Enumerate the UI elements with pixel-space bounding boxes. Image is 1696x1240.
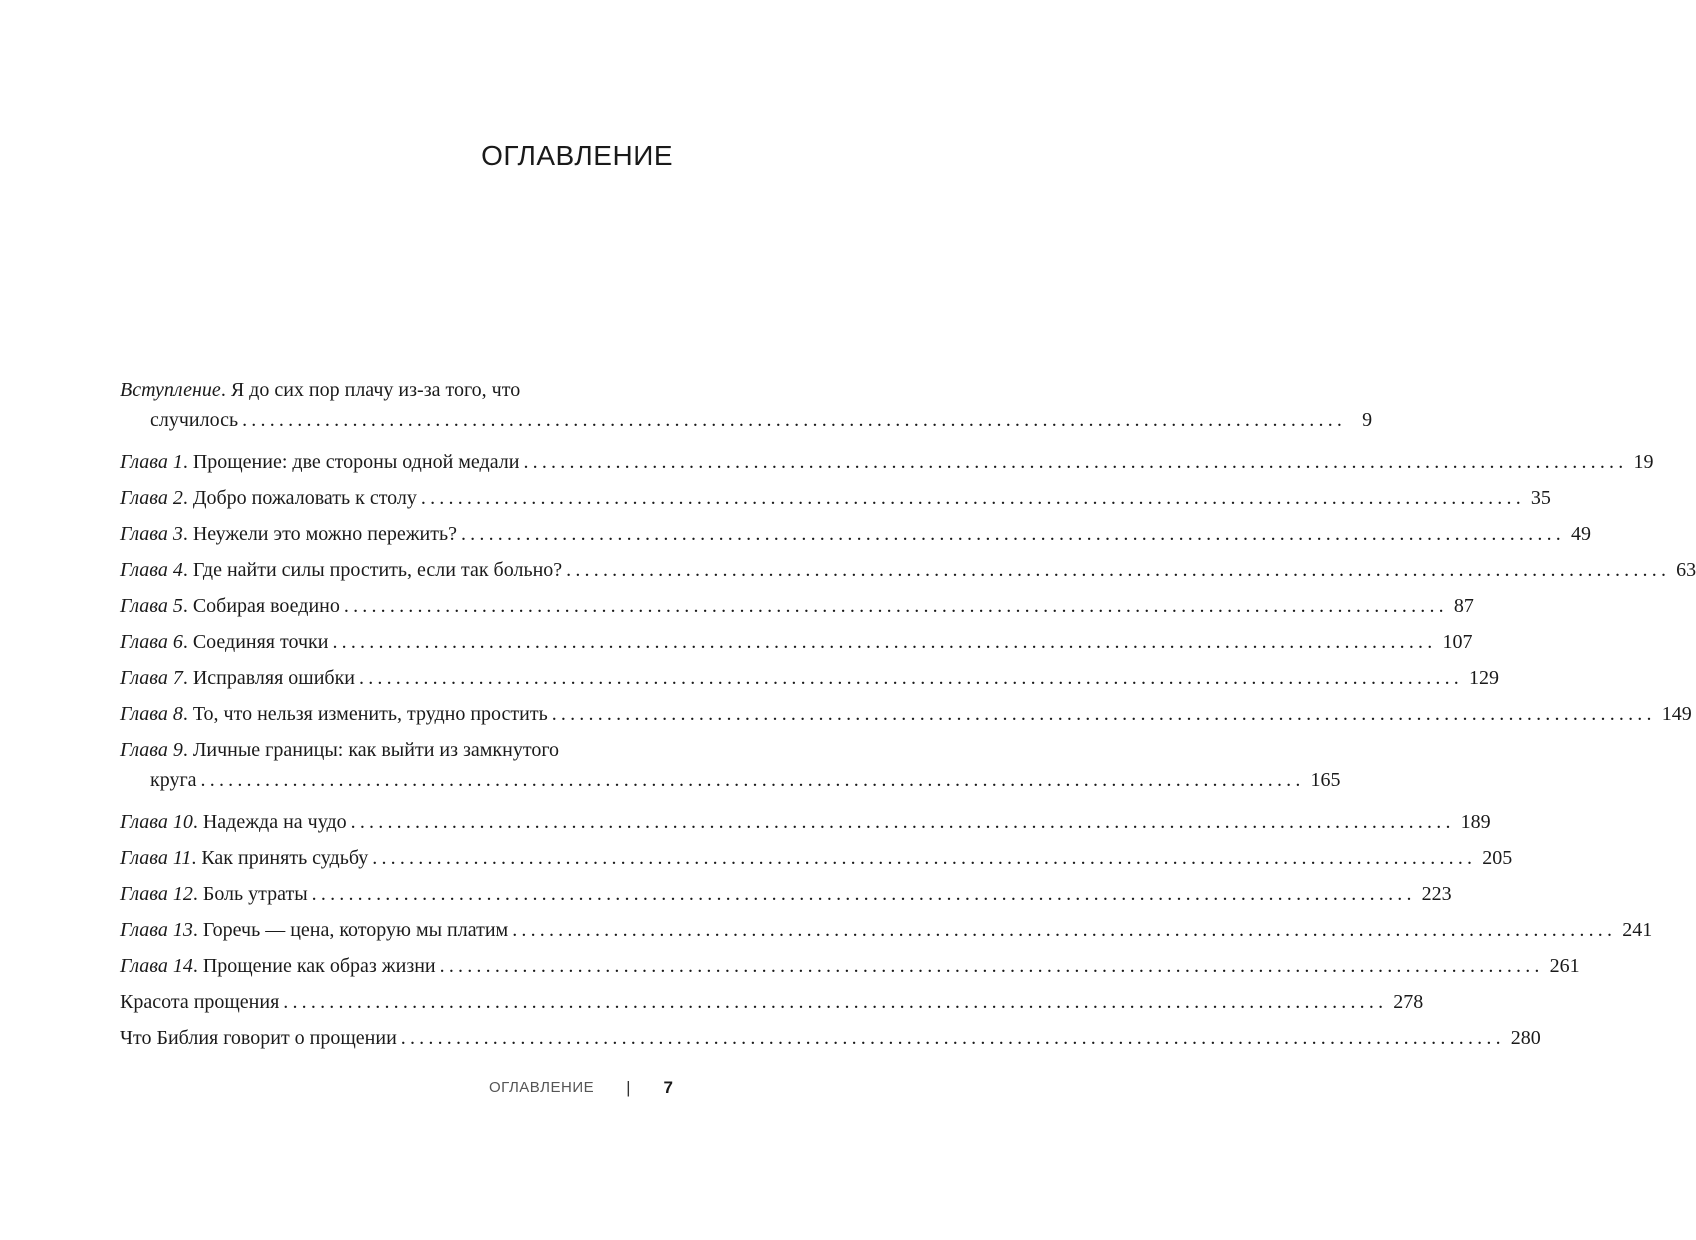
toc-page-number: 261 (1549, 955, 1580, 977)
toc-page-number: 223 (1421, 883, 1452, 905)
toc-entry[interactable] (120, 735, 1341, 807)
toc-entry[interactable] (120, 951, 1580, 987)
toc-entry-row (120, 447, 1654, 477)
toc-page-number: 49 (1570, 523, 1591, 545)
toc-entry-title (120, 1023, 397, 1053)
toc-entry-text: . Горечь — цена, которую мы платим (192, 919, 509, 941)
toc-entry-title (120, 663, 355, 693)
toc-page-number: 165 (1310, 769, 1341, 791)
toc-page-number: 107 (1442, 631, 1473, 653)
toc-entry[interactable] (120, 879, 1452, 915)
dot-leader: ........................................................................................................................ (439, 955, 1544, 977)
toc-entry-text: . Неужели это можно пережить? (182, 523, 457, 545)
toc-entry-title (120, 627, 328, 657)
toc-page-number: 63 (1676, 559, 1696, 581)
toc-entry-text: . Исправляя ошибки (182, 667, 355, 689)
toc-entry-title (120, 483, 417, 513)
toc-entry-row (120, 591, 1474, 621)
toc-entry-row (120, 663, 1499, 693)
toc-entry-line1 (120, 375, 670, 405)
toc-entry-row (120, 951, 1580, 981)
dot-leader: ........................................................................................................................ (523, 451, 1628, 473)
toc-entry-line1 (120, 735, 670, 765)
toc-entry-text: Красота прощения (120, 991, 280, 1013)
dot-leader: ........................................................................................................................ (359, 667, 1463, 689)
dot-leader: ........................................................................................................................ (332, 631, 1437, 653)
toc-entry-row (120, 519, 1591, 549)
toc-page-number: 149 (1661, 703, 1692, 725)
toc-entry-label: Глава 5 (120, 595, 183, 617)
toc-entry[interactable] (120, 519, 1591, 555)
dot-leader: ........................................................................................................................ (350, 811, 1455, 833)
toc-entry-row (120, 699, 1692, 729)
toc-page-number: 35 (1530, 487, 1551, 509)
toc-entry-label: Глава 14 (120, 955, 193, 977)
toc-entry-text: . Добро пожаловать к столу (182, 487, 417, 509)
toc-entry[interactable] (120, 807, 1491, 843)
toc-entry-label: Глава 11 (120, 847, 192, 869)
toc-entry[interactable] (120, 591, 1474, 627)
toc-entry[interactable] (120, 1023, 1541, 1059)
dot-leader: ........................................................................................................................ (566, 559, 1671, 581)
toc-entry-text: . Прощение как образ жизни (192, 955, 436, 977)
toc-entry-row (120, 987, 1424, 1017)
dot-leader: ........................................................................................................................ (242, 409, 1347, 431)
toc-entry-row (120, 915, 1653, 945)
toc-entry-title (120, 915, 508, 945)
dot-leader: ........................................................................................................................ (311, 883, 1416, 905)
toc-entry-title: . Я до сих пор плачу из-за того, что (220, 379, 521, 401)
dot-leader: ........................................................................................................................ (551, 703, 1656, 725)
running-footer (489, 1076, 673, 1100)
dot-leader: ........................................................................................................................ (420, 487, 1525, 509)
table-of-contents (120, 375, 1696, 1059)
toc-entry-title (120, 807, 347, 837)
toc-entry-row (120, 1023, 1541, 1053)
footer-section-title: ОГЛАВЛЕНИЕ (489, 1079, 595, 1096)
toc-entry-title (120, 987, 279, 1017)
toc-page-number: 19 (1633, 451, 1654, 473)
toc-entry[interactable] (120, 915, 1653, 951)
toc-entry-label: Глава 10 (120, 811, 193, 833)
toc-page-number: 189 (1460, 811, 1491, 833)
dot-leader: ........................................................................................................................ (372, 847, 1477, 869)
dot-leader: ........................................................................................................................ (460, 523, 1565, 545)
toc-entry[interactable] (120, 483, 1551, 519)
dot-leader: ........................................................................................................................ (200, 769, 1305, 791)
toc-entry-label: Глава 2 (120, 487, 183, 509)
toc-entry-row (120, 483, 1551, 513)
toc-entry-text: . Надежда на чудо (192, 811, 347, 833)
toc-entry-label: Глава 1 (120, 451, 183, 473)
toc-entry[interactable] (120, 987, 1424, 1023)
page-title: ОГЛАВЛЕНИЕ (481, 140, 673, 171)
toc-entry-row (120, 405, 1373, 435)
toc-entry[interactable] (120, 699, 1692, 735)
toc-entry-title: круга (150, 769, 197, 791)
toc-entry-label: Глава 4 (120, 559, 183, 581)
toc-entry[interactable] (120, 663, 1499, 699)
toc-entry-title (120, 447, 519, 477)
toc-page-number: 278 (1393, 991, 1424, 1013)
toc-entry-text: . Соединяя точки (182, 631, 329, 653)
toc-entry-label: Глава 13 (120, 919, 193, 941)
dot-leader: ........................................................................................................................ (283, 991, 1388, 1013)
dot-leader: ........................................................................................................................ (343, 595, 1448, 617)
toc-entry-text: . Как принять судьбу (191, 847, 369, 869)
toc-entry-label: Глава 8 (120, 703, 183, 725)
toc-entry-text: Что Библия говорит о прощении (120, 1027, 397, 1049)
toc-entry-title (120, 555, 562, 585)
toc-entry-text: . То, что нельзя изменить, трудно простить (182, 703, 548, 725)
toc-entry-text: . Собирая воедино (182, 595, 340, 617)
footer-page-number: 7 (663, 1078, 673, 1097)
toc-entry-label: Глава 6 (120, 631, 183, 653)
toc-entry-row (120, 555, 1696, 585)
toc-entry-row (120, 765, 1341, 795)
toc-entry[interactable] (120, 375, 1373, 447)
toc-entry[interactable] (120, 447, 1654, 483)
toc-page-number: 241 (1622, 919, 1653, 941)
toc-entry-title (120, 879, 308, 909)
toc-entry-title (120, 843, 368, 873)
toc-entry-label: Глава 3 (120, 523, 183, 545)
toc-entry-title (120, 951, 436, 981)
toc-entry[interactable] (120, 555, 1696, 591)
toc-entry-label: Глава 12 (120, 883, 193, 905)
toc-entry[interactable] (120, 843, 1513, 879)
toc-entry-row (120, 627, 1473, 657)
toc-entry-text: . Боль утраты (192, 883, 308, 905)
toc-entry-title: случилось (150, 409, 239, 431)
toc-entry-text: . Где найти силы простить, если так больно? (182, 559, 563, 581)
toc-page-number: 280 (1510, 1027, 1541, 1049)
dot-leader: ........................................................................................................................ (400, 1027, 1505, 1049)
toc-entry-row (120, 879, 1452, 909)
toc-page-number: 205 (1482, 847, 1513, 869)
toc-entry-title (120, 591, 340, 621)
toc-entry-label: Глава 9 (120, 739, 183, 761)
footer-separator: | (626, 1078, 631, 1097)
toc-entry-text: . Прощение: две стороны одной медали (182, 451, 520, 473)
toc-entry-title: . Личные границы: как выйти из замкнутого (182, 739, 560, 761)
toc-page-number: 129 (1469, 667, 1499, 689)
toc-entry-label: Глава 7 (120, 667, 183, 689)
toc-page-number: 87 (1453, 595, 1474, 617)
toc-entry[interactable] (120, 627, 1473, 663)
toc-entry-label: Вступление (120, 379, 221, 401)
toc-page-number: 9 (1362, 409, 1373, 431)
toc-entry-title (120, 699, 548, 729)
toc-entry-row (120, 843, 1513, 873)
toc-entry-row (120, 807, 1491, 837)
dot-leader: ........................................................................................................................ (512, 919, 1617, 941)
toc-entry-title (120, 519, 457, 549)
